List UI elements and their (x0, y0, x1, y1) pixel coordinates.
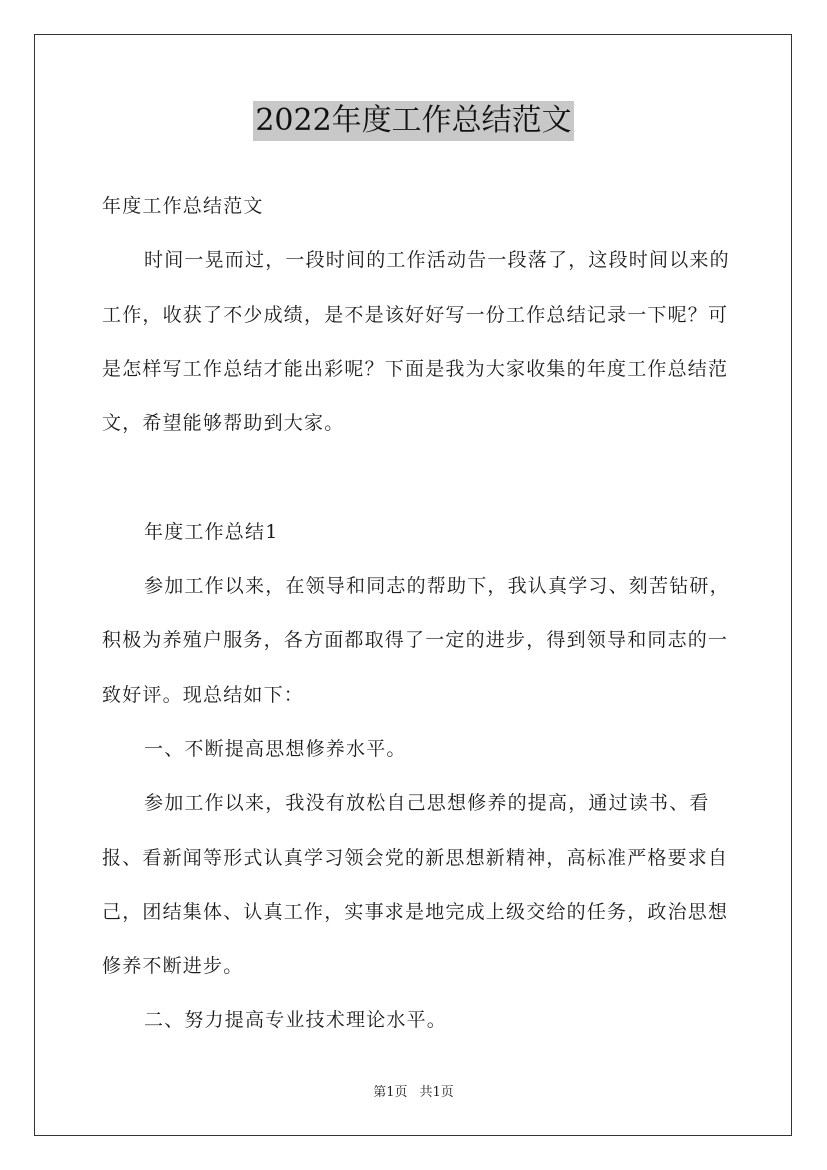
section-heading: 年度工作总结1 (144, 520, 279, 543)
page-number: 第1页 (373, 1085, 408, 1100)
subsection-heading-2: 二、努力提高专业技术理论水平。 (144, 1009, 448, 1032)
paragraph-summary: 参加工作以来，在领导和同志的帮助下，我认真学习、刻苦钻研，积极为养殖户服务，各方面都取得了一定的进步，得到领导和同志的一致好评。现总结如下： (102, 575, 730, 706)
page-footer (0, 1083, 827, 1103)
page-total: 共1页 (419, 1085, 454, 1100)
blank-line (102, 450, 742, 504)
subsection-heading-1: 一、不断提高思想修养水平。 (144, 737, 407, 760)
document-title: 2022年度工作总结范文 (253, 101, 573, 141)
document-body (102, 179, 742, 1048)
paragraph-thought: 参加工作以来，我没有放松自己思想修养的提高，通过读书、看报、看新闻等形式认真学习领会党的新思想新精神，高标准严格要求自己，团结集体、认真工作，实事求是地完成上级交给的任务，政治思想修养不断进步。 (102, 792, 729, 978)
paragraph-heading: 年度工作总结范文 (102, 195, 264, 217)
paragraph-intro: 时间一晃而过，一段时间的工作活动告一段落了，这段时间以来的工作，收获了不少成绩，是不是该好好写一份工作总结记录一下呢？可是怎样写工作总结才能出彩呢？下面是我为大家收集的年度工作总结范文，希望能够帮助到大家。 (102, 249, 730, 435)
title-container (0, 101, 827, 141)
